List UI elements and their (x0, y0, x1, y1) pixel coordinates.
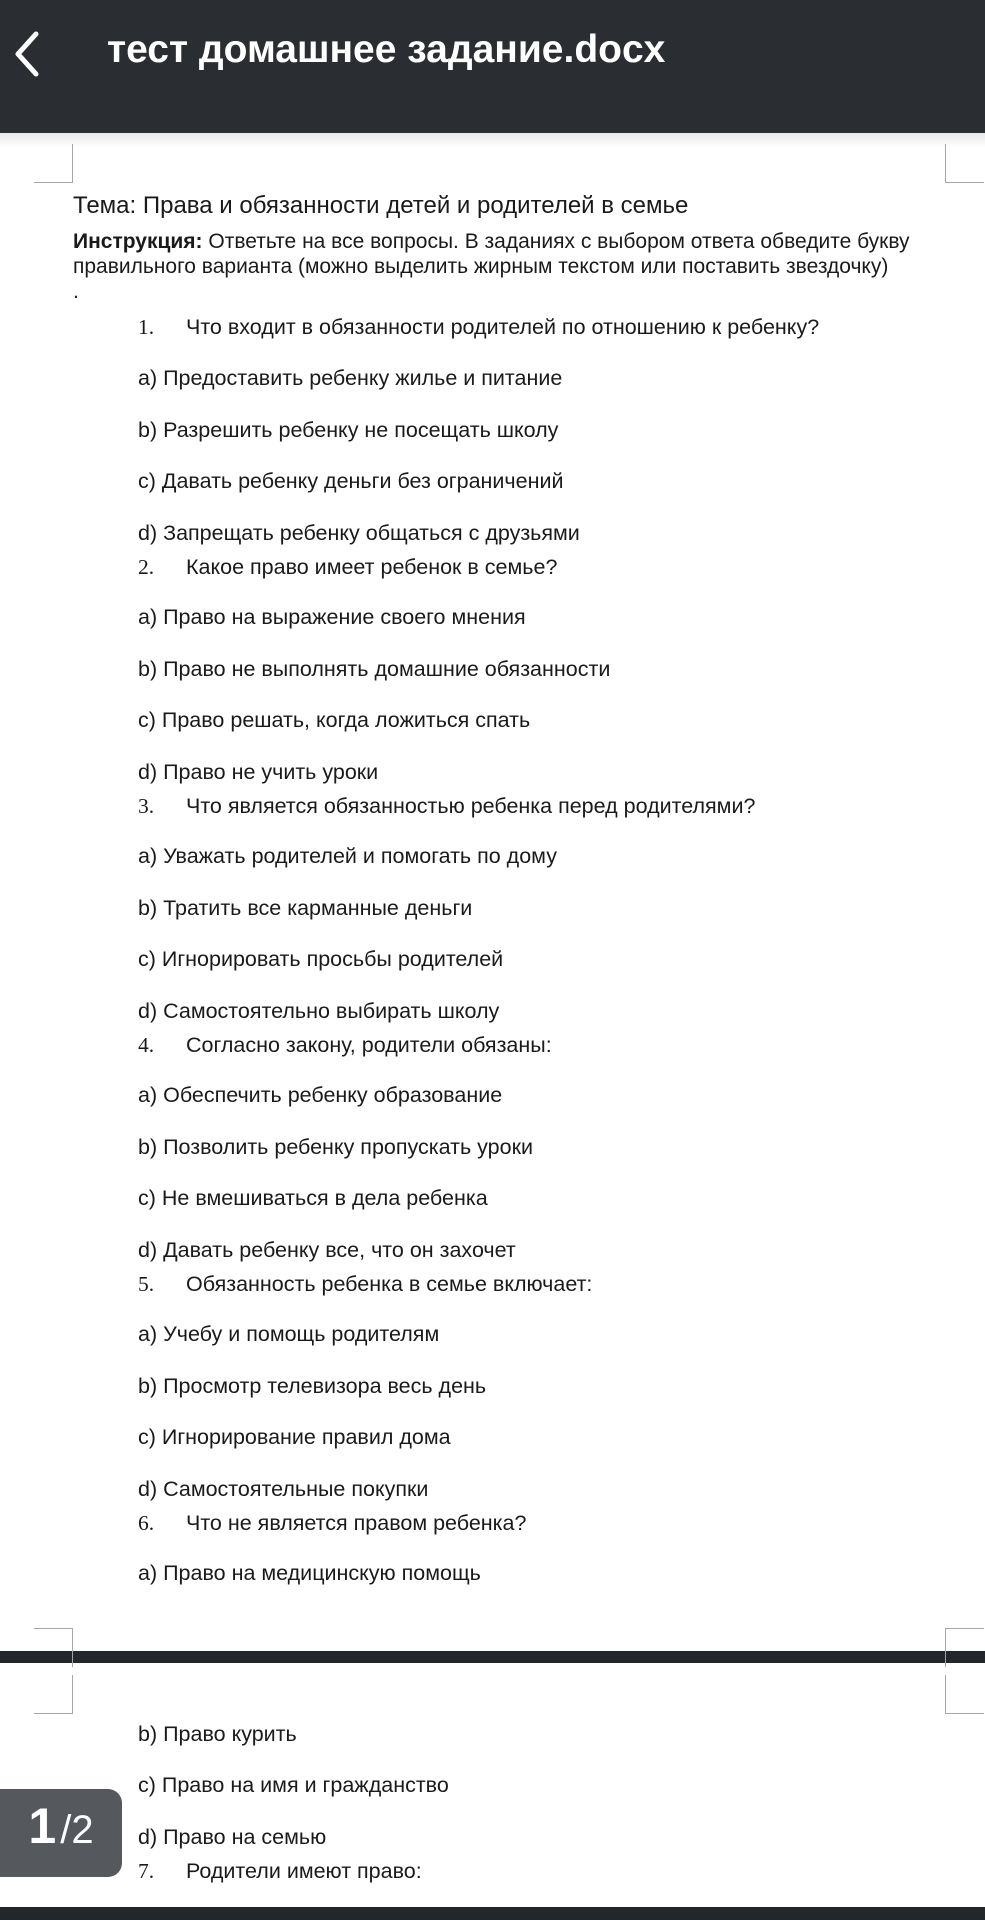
question-text: Что является обязанностью ребенка перед родителями? (186, 794, 756, 818)
answer-option: a) Предоставить ребенку жилье и питание (138, 366, 563, 390)
answer-option: d) Самостоятельные покупки (138, 1477, 429, 1501)
question-number: 6. (138, 1511, 155, 1535)
margin-corner-mark (945, 1628, 984, 1667)
answer-option: b) Разрешить ребенку не посещать школу (138, 418, 559, 442)
answer-option: d) Давать ребенку все, что он захочет (138, 1238, 516, 1262)
answer-option: c) Не вмешиваться в дела ребенка (138, 1186, 488, 1210)
question-number: 5. (138, 1272, 155, 1296)
answer-option: d) Запрещать ребенку общаться с друзьями (138, 521, 580, 545)
instruction-label: Инструкция: (73, 230, 203, 253)
margin-corner-mark (945, 1675, 984, 1714)
question-text: Согласно закону, родители обязаны: (186, 1033, 552, 1057)
answer-option: b) Право не выполнять домашние обязанности (138, 657, 611, 681)
back-button[interactable] (6, 26, 56, 82)
question-number: 1. (138, 315, 155, 339)
margin-corner-mark (34, 1628, 73, 1667)
toolbar-shadow (0, 133, 985, 147)
answer-option: d) Право на семью (138, 1825, 327, 1849)
question-text: Что входит в обязанности родителей по отношению к ребенку? (186, 315, 820, 339)
answer-option: c) Право на имя и гражданство (138, 1773, 449, 1797)
question-text: Какое право имеет ребенок в семье? (186, 555, 558, 579)
instruction-dot: . (73, 280, 79, 303)
question-number: 4. (138, 1033, 155, 1057)
answer-option: a) Право на выражение своего мнения (138, 605, 526, 629)
page-separator (0, 1907, 985, 1920)
answer-option: a) Уважать родителей и помогать по дому (138, 844, 557, 868)
margin-corner-mark (34, 1675, 73, 1714)
question-number: 3. (138, 794, 155, 818)
answer-option: a) Право на медицинскую помощь (138, 1561, 481, 1585)
question-number: 2. (138, 555, 155, 579)
answer-option: c) Право решать, когда ложиться спать (138, 708, 531, 732)
current-page-number: 1 (28, 1798, 57, 1854)
question-number: 7. (138, 1859, 155, 1883)
page-separator (0, 1651, 985, 1663)
answer-option: b) Позволить ребенку пропускать уроки (138, 1135, 533, 1159)
instruction-paragraph (73, 229, 953, 304)
instruction-text: Ответьте на все вопросы. В заданиях с выбором ответа обведите букву правильного варианта (можно выделить жирным текстом или поставить звездочку) (73, 230, 910, 278)
answer-option: b) Просмотр телевизора весь день (138, 1374, 487, 1398)
answer-option: d) Самостоятельно выбирать школу (138, 999, 500, 1023)
question-text: Обязанность ребенка в семье включает: (186, 1272, 593, 1296)
margin-corner-mark (945, 144, 984, 183)
answer-option: d) Право не учить уроки (138, 760, 379, 784)
answer-option: a) Учебу и помощь родителям (138, 1322, 440, 1346)
app-toolbar (0, 0, 985, 133)
answer-option: c) Игнорировать просьбы родителей (138, 947, 504, 971)
question-text: Родители имеют право: (186, 1859, 422, 1883)
page-separator-slash: / (60, 1808, 72, 1852)
total-pages-number: 2 (71, 1808, 94, 1852)
margin-corner-mark (34, 144, 73, 183)
answer-option: a) Обеспечить ребенку образование (138, 1083, 503, 1107)
question-text: Что не является правом ребенка? (186, 1511, 527, 1535)
document-page-1[interactable] (0, 133, 985, 1651)
page-indicator (0, 1789, 122, 1877)
document-title: тест домашнее задание.docx (107, 28, 666, 71)
answer-option: c) Игнорирование правил дома (138, 1425, 451, 1449)
answer-option: c) Давать ребенку деньги без ограничений (138, 469, 564, 493)
answer-option: b) Право курить (138, 1722, 297, 1746)
answer-option: b) Тратить все карманные деньги (138, 896, 473, 920)
chevron-left-icon (6, 26, 56, 82)
document-heading: Тема: Права и обязанности детей и родителей в семье (73, 192, 689, 219)
